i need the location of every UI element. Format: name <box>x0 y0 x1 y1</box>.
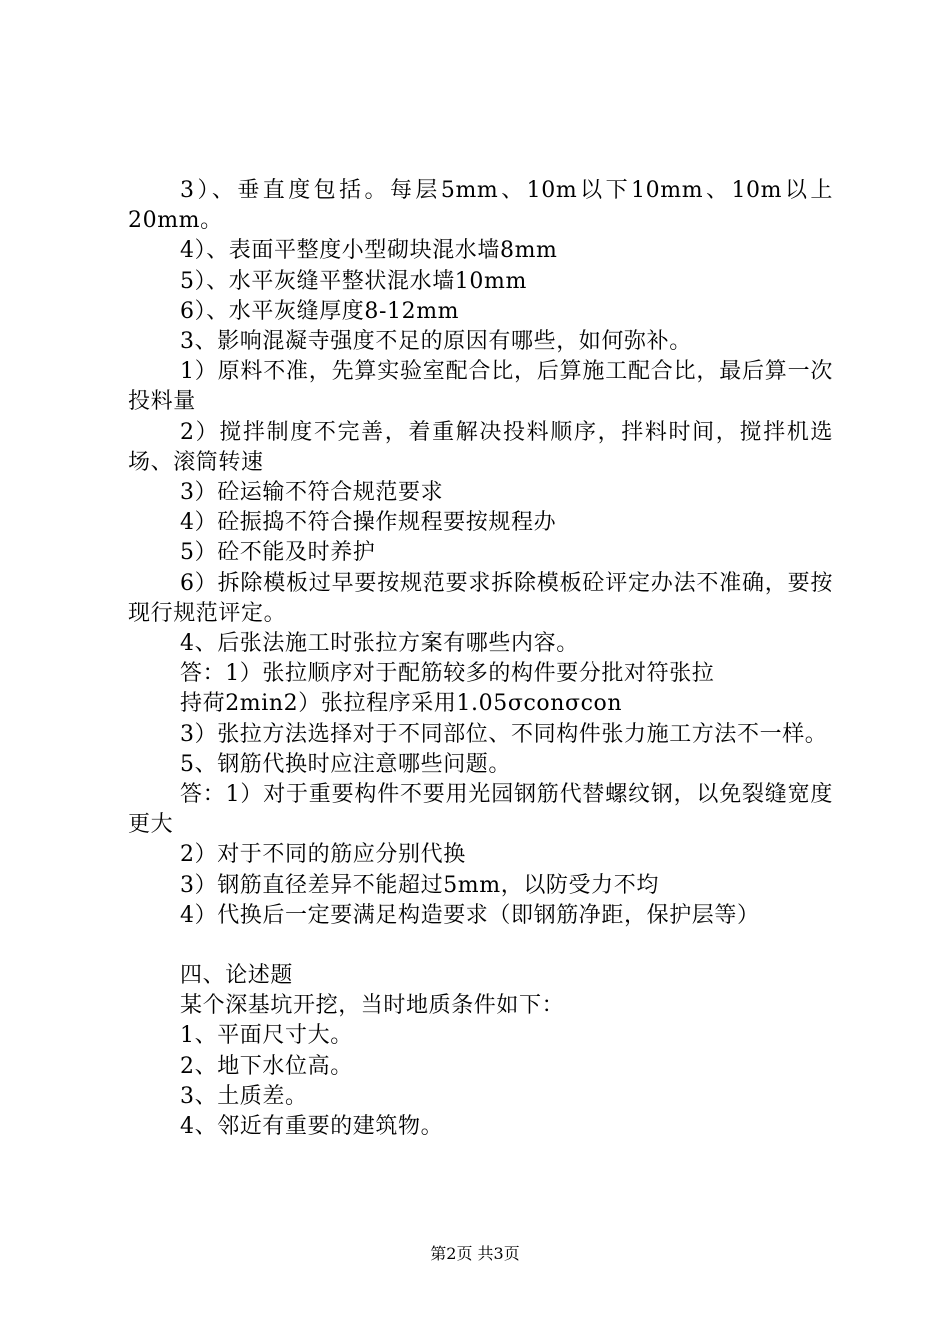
blank-line <box>128 931 833 961</box>
paragraph: 2）对于不同的筋应分别代换 <box>180 842 466 868</box>
paragraph: 3）、垂直度包括。每层5mm、10m以下10mm、10m以上20mm。 <box>128 178 833 234</box>
paragraph: 3）张拉方法选择对于不同部位、不同构件张力施工方法不一样。 <box>180 721 828 747</box>
paragraph: 2）搅拌制度不完善，着重解决投料顺序，拌料时间，搅拌机选场、滚筒转速 <box>128 419 833 475</box>
paragraph: 5）砼不能及时养护 <box>180 540 376 566</box>
paragraph: 3）钢筋直径差异不能超过5mm，以防受力不均 <box>180 872 659 898</box>
question-heading: 4、后张法施工时张拉方案有哪些内容。 <box>180 631 579 657</box>
paragraph: 3）砼运输不符合规范要求 <box>180 480 444 506</box>
list-item: 3、土质差。 <box>180 1083 308 1109</box>
paragraph: 4）代换后一定要满足构造要求（即钢筋净距，保护层等） <box>180 902 760 928</box>
paragraph: 答：1）对于重要构件不要用光园钢筋代替螺纹钢，以免裂缝宽度更大 <box>128 782 833 838</box>
paragraph: 1）原料不准，先算实验室配合比，后算施工配合比，最后算一次投料量 <box>128 359 833 415</box>
paragraph: 6）拆除模板过早要按规范要求拆除模板砼评定办法不准确，要按现行规范评定。 <box>128 570 833 626</box>
list-item: 2、地下水位高。 <box>180 1053 353 1079</box>
paragraph: 5）、水平灰缝平整状混水墙10mm <box>180 268 527 294</box>
paragraph: 6）、水平灰缝厚度8-12mm <box>180 298 460 324</box>
question-heading: 3、影响混凝寺强度不足的原因有哪些，如何弥补。 <box>180 329 692 355</box>
paragraph: 4）、表面平整度小型砌块混水墙8mm <box>180 238 558 264</box>
question-heading: 5、钢筋代换时应注意哪些问题。 <box>180 751 511 777</box>
paragraph: 持荷2min2）张拉程序采用1.05σconσcon <box>180 691 623 717</box>
list-item: 1、平面尺寸大。 <box>180 1023 353 1049</box>
paragraph: 答：1）张拉顺序对于配筋较多的构件要分批对符张拉 <box>180 661 715 687</box>
document-body <box>128 176 833 1142</box>
paragraph: 某个深基坑开挖，当时地质条件如下： <box>180 993 565 1019</box>
page-number-footer: 第2页 共3页 <box>430 1244 520 1263</box>
list-item: 4、邻近有重要的建筑物。 <box>180 1114 444 1140</box>
paragraph: 4）砼振捣不符合操作规程要按规程办 <box>180 510 557 536</box>
section-heading: 四、论述题 <box>180 963 294 989</box>
